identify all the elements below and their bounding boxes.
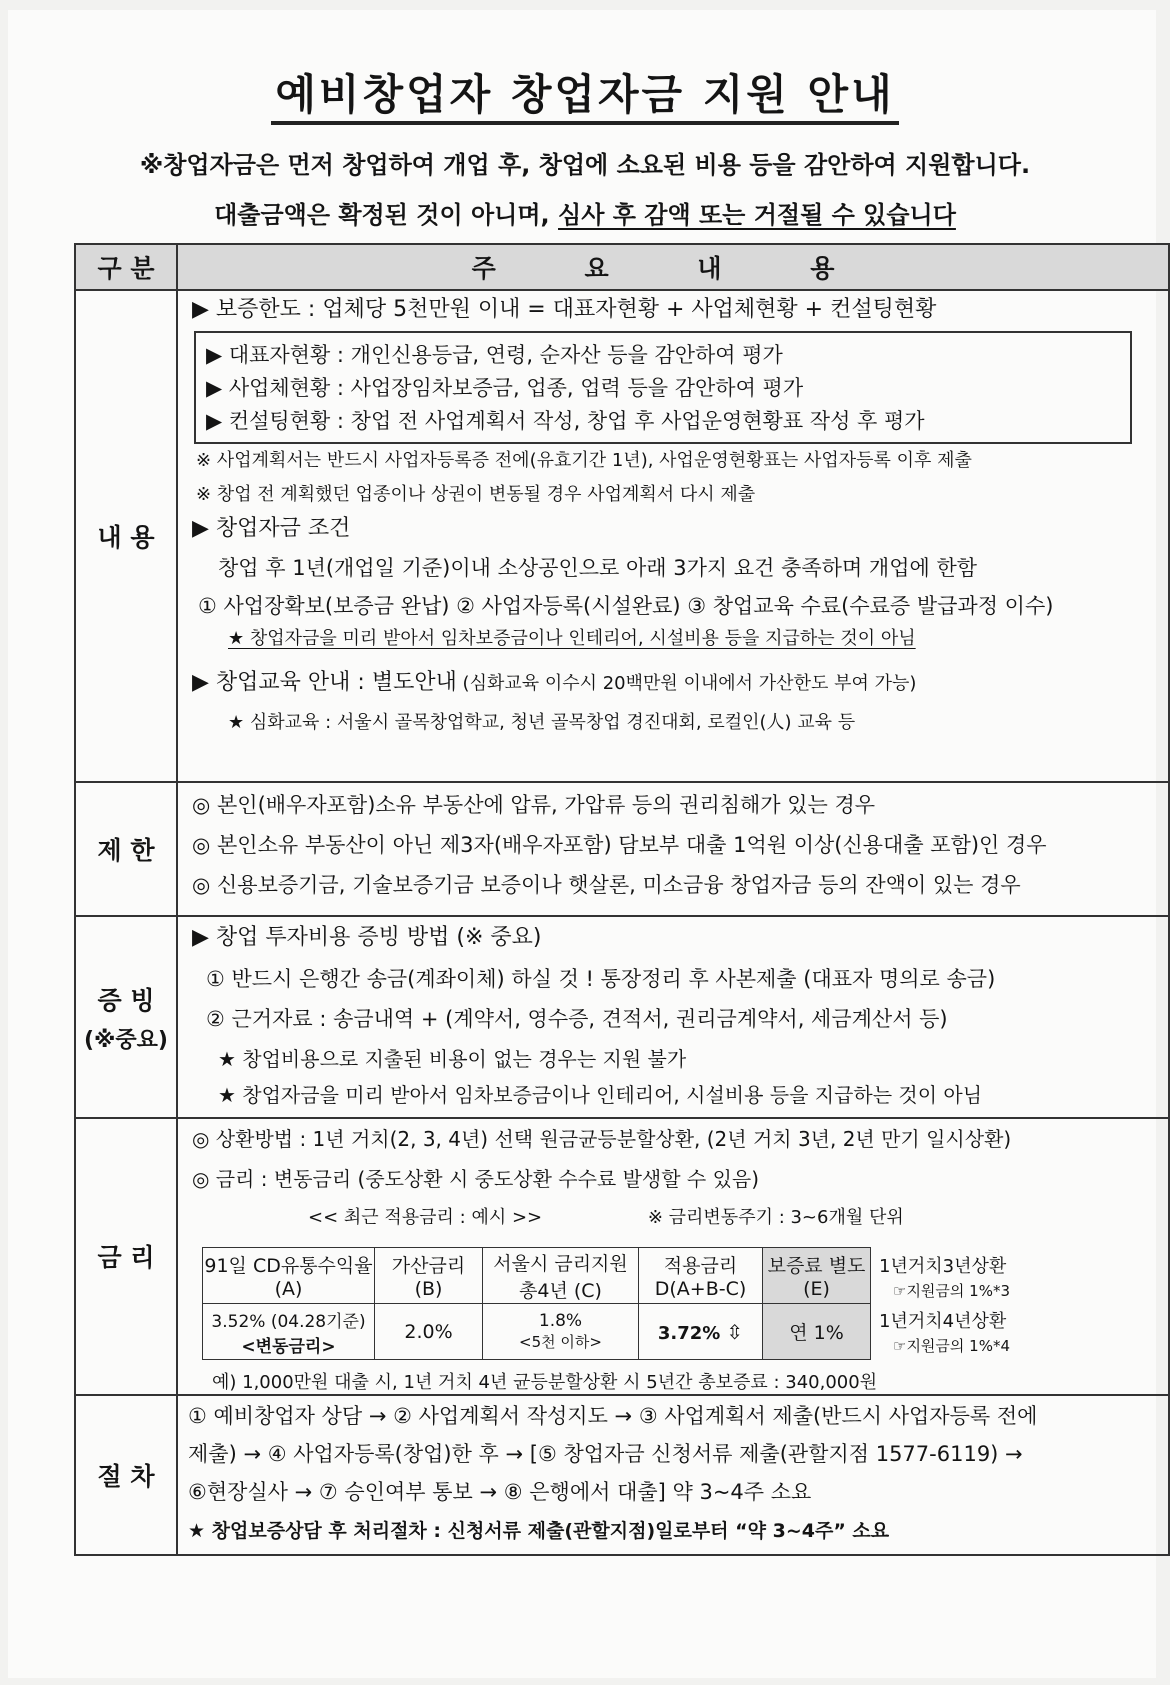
- condition-line-1: 창업 후 1년(개업일 기준)이내 소상공인으로 아래 3가지 요건 충족하며 개업에 한함: [218, 556, 978, 581]
- notice-line-2: [0, 195, 1170, 230]
- rate-table: [202, 1247, 1053, 1360]
- up-down-arrow-icon: ⇳: [726, 1319, 744, 1344]
- header-category: 구 분: [75, 244, 177, 290]
- condition-title: ▶ 창업자금 조건: [192, 516, 351, 542]
- col-add-rate-code: (B): [414, 1278, 443, 1300]
- fee-example-3yr-calc: ☞지원금의 1%*3: [893, 1281, 1011, 1300]
- rate-example-title: << 최근 적용금리 : 예시 >>: [308, 1207, 543, 1228]
- education-star: ★ 심화교육 : 서울시 골목창업학교, 청년 골목창업 경진대회, 로컬인(人) 교육 등: [228, 712, 856, 734]
- restrict-line-2: ◎ 본인소유 부동산이 아닌 제3자(배우자포함) 담보부 대출 1억원 이상(신용대출 포함)인 경우: [192, 833, 1047, 857]
- value-seoul-support: [483, 1304, 639, 1360]
- condition-star: ★ 창업자금을 미리 받아서 임차보증금이나 인테리어, 시설비용 등을 지급하는 것이 아님: [228, 628, 916, 650]
- fee-examples: [871, 1248, 1053, 1360]
- col-add-rate: [375, 1248, 483, 1304]
- info-table: [74, 243, 1170, 1556]
- process-line-2: 제출) → ④ 사업자등록(창업)한 후 → [⑤ 창업자금 신청서류 제출(관할지점 1577-6119) →: [188, 1441, 1023, 1466]
- note-resubmit: ※ 창업 전 계획했던 업종이나 상권이 변동될 경우 사업계획서 다시 제출: [196, 484, 756, 506]
- col-cd-rate: [203, 1248, 375, 1304]
- eval-representative: ▶ 대표자현황 : 개인신용등급, 연령, 순자산 등을 감안하여 평가: [206, 343, 783, 368]
- process-star: ★ 창업보증상담 후 처리절차 : 신청서류 제출(관할지점)일로부터 “약 3~4주” 소요: [188, 1519, 890, 1542]
- label-proof-main: 증 빙: [97, 985, 155, 1015]
- col-cd-rate-code: (A): [274, 1278, 303, 1300]
- restrict-line-1: ◎ 본인(배우자포함)소유 부동산에 압류, 가압류 등의 권리침해가 있는 경우: [192, 793, 876, 817]
- repayment-method: ◎ 상환방법 : 1년 거치(2, 3, 4년) 선택 원금균등분할상환, (2년 거치 3년, 2년 만기 일시상환): [192, 1127, 1012, 1151]
- notice-line-2-b: 심사 후 감액 또는 거절될 수 있습니다: [558, 201, 956, 229]
- fee-example-note: 예) 1,000만원 대출 시, 1년 거치 4년 균등분할상환 시 5년간 총보증료 : 340,000원: [212, 1372, 878, 1393]
- rate-cycle: ※ 금리변동주기 : 3~6개월 단위: [647, 1207, 904, 1228]
- eval-consulting: ▶ 컨설팅현황 : 창업 전 사업계획서 작성, 창업 후 사업운영현황표 작성 후 평가: [206, 409, 925, 434]
- value-applied-rate: [639, 1304, 763, 1360]
- col-applied-rate-label: 적용금리: [663, 1255, 738, 1277]
- content-cell: [177, 290, 1169, 782]
- notice-line-2-a: 대출금액은 확정된 것이 아니며,: [214, 201, 559, 229]
- col-seoul-support: [483, 1248, 639, 1304]
- proof-star-2: ★ 창업자금을 미리 받아서 임차보증금이나 인테리어, 시설비용 등을 지급하는 것이 아님: [218, 1083, 983, 1107]
- col-add-rate-label: 가산금리: [391, 1255, 466, 1277]
- col-applied-rate: [639, 1248, 763, 1304]
- label-rate: 금 리: [75, 1118, 177, 1395]
- col-seoul-support-code: 총4년 (C): [519, 1279, 602, 1302]
- col-guarantee-fee-code: (E): [803, 1278, 830, 1300]
- value-guarantee-fee: 연 1%: [763, 1304, 871, 1360]
- value-add-rate: 2.0%: [375, 1304, 483, 1360]
- proof-cell: [177, 916, 1169, 1118]
- proof-line-2: ② 근거자료 : 송금내역 + (계약서, 영수증, 견적서, 권리금계약서, 세금계산서 등): [206, 1007, 948, 1031]
- education-title: ▶ 창업교육 안내 : 별도안내: [192, 670, 457, 696]
- restrict-line-3: ◎ 신용보증기금, 기술보증기금 보증이나 햇살론, 미소금융 창업자금 등의 잔액이 있는 경우: [192, 873, 1021, 897]
- fee-example-4yr: 1년거치4년상환: [879, 1310, 1007, 1332]
- guarantee-limit: ▶ 보증한도 : 업체당 5천만원 이내 = 대표자현황 + 사업체현황 + 컨설팅현황: [192, 297, 937, 322]
- col-seoul-support-label: 서울시 금리지원: [493, 1252, 628, 1275]
- proof-title: ▶ 창업 투자비용 증빙 방법 (※ 중요): [192, 925, 542, 950]
- note-business-plan: ※ 사업계획서는 반드시 사업자등록증 전에(유효기간 1년), 사업운영현황표는 사업자등록 이후 제출: [196, 450, 972, 472]
- fee-example-4yr-calc: ☞지원금의 1%*4: [893, 1336, 1011, 1355]
- process-line-3: ⑥현장실사 → ⑦ 승인여부 통보 → ⑧ 은행에서 대출] 약 3~4주 소요: [188, 1479, 812, 1504]
- header-content: 주 요 내 용: [177, 244, 1169, 290]
- rate-example-header: [308, 1207, 1168, 1247]
- interest-type: ◎ 금리 : 변동금리 (중도상환 시 중도상환 수수료 발생할 수 있음): [192, 1167, 760, 1191]
- restrict-cell: [177, 782, 1169, 916]
- value-cd-rate-type: <변동금리>: [241, 1336, 336, 1357]
- col-cd-rate-label: 91일 CD유통수익율: [204, 1255, 373, 1277]
- eval-business: ▶ 사업체현황 : 사업장임차보증금, 업종, 업력 등을 감안하여 평가: [206, 376, 804, 401]
- label-proof: [75, 916, 177, 1118]
- process-cell: [177, 1395, 1169, 1555]
- proof-star-1: ★ 창업비용으로 지출된 비용이 없는 경우는 지원 불가: [218, 1047, 687, 1071]
- value-cd-rate-main: 3.52% (04.28기준): [211, 1311, 366, 1332]
- page-title: 예비창업자 창업자금 지원 안내: [0, 62, 1170, 122]
- value-applied-rate-text: 3.72%: [657, 1322, 721, 1344]
- value-seoul-support-limit: <5천 이하>: [519, 1333, 602, 1351]
- notice-line-1: ※창업자금은 먼저 창업하여 개업 후, 창업에 소요된 비용 등을 감안하여 지원합니다.: [139, 151, 1031, 179]
- col-guarantee-fee: [763, 1248, 871, 1304]
- col-guarantee-fee-label: 보증료 별도: [767, 1255, 866, 1277]
- col-applied-rate-code: D(A+B-C): [654, 1278, 747, 1300]
- education-line: [192, 670, 1168, 712]
- condition-line-2: ① 사업장확보(보증금 완납) ② 사업자등록(시설완료) ③ 창업교육 수료(수료증 발급과정 이수): [198, 594, 1054, 619]
- process-line-1: ① 예비창업자 상담 → ② 사업계획서 작성지도 → ③ 사업계획서 제출(반드시 사업자등록 전에: [188, 1403, 1038, 1428]
- fee-example-3yr: 1년거치3년상환: [879, 1255, 1007, 1277]
- proof-line-1: ① 반드시 은행간 송금(계좌이체) 하실 것 ! 통장정리 후 사본제출 (대표자 명의로 송금): [206, 967, 996, 991]
- value-seoul-support-main: 1.8%: [538, 1311, 583, 1331]
- label-proof-sub: (※중요): [83, 1027, 168, 1053]
- rate-cell: [177, 1118, 1169, 1395]
- label-content: 내 용: [75, 290, 177, 782]
- label-restrict: 제 한: [75, 782, 177, 916]
- evaluation-box: [194, 331, 1132, 444]
- label-process: 절 차: [75, 1395, 177, 1555]
- value-cd-rate: [203, 1304, 375, 1360]
- education-detail: (심화교육 이수시 20백만원 이내에서 가산한도 부여 가능): [456, 673, 917, 695]
